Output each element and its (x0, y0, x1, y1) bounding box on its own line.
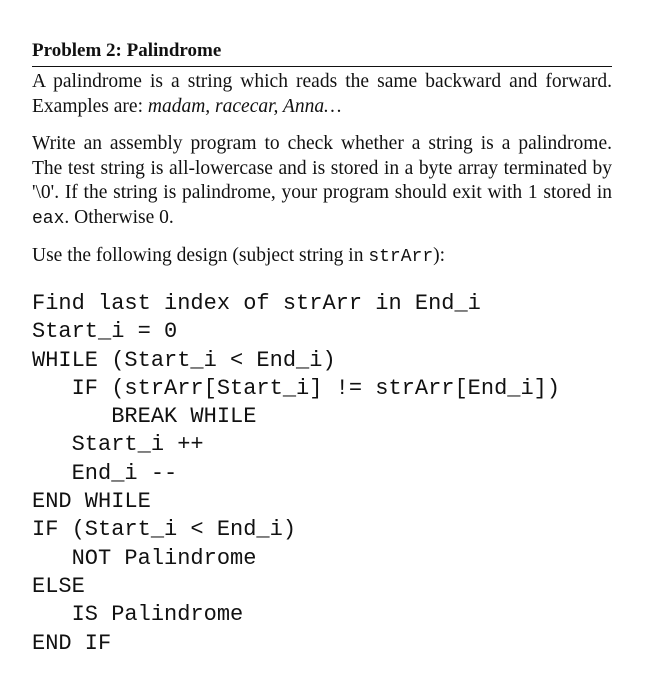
examples-text: madam, racecar, Anna… (147, 95, 342, 117)
task-text-2: . Otherwise 0. (64, 206, 174, 228)
design-text-2: ): (433, 245, 446, 266)
problem-title: Problem 2: Palindrome (32, 40, 222, 61)
intro-text: A palindrome is a string which reads the same backward and forward. Examples are: (32, 71, 612, 117)
problem-document (32, 38, 612, 270)
code-line: WHILE (Start_i < End_i) (32, 347, 336, 373)
code-line: IF (Start_i < End_i) (32, 517, 297, 543)
design-text-1: Use the following design (subject string in (32, 245, 369, 266)
code-line: IS Palindrome (32, 602, 244, 628)
code-line: NOT Palindrome (32, 545, 257, 571)
code-line: END WHILE (32, 489, 151, 515)
code-line: Find last index of strArr in End_i (32, 291, 481, 316)
code-line: End_i -- (32, 460, 178, 486)
code-line: Start_i ++ (32, 432, 204, 458)
code-line: IF (strArr[Start_i] != strArr[End_i]) (32, 375, 561, 401)
code-line: BREAK WHILE (32, 404, 257, 430)
code-line: ELSE (32, 573, 85, 599)
intro-paragraph (32, 70, 612, 119)
title-underline (32, 38, 612, 67)
task-paragraph (32, 132, 612, 231)
register-name: eax (32, 208, 65, 229)
code-line: END IF (32, 630, 112, 656)
code-line: Start_i = 0 (32, 319, 178, 345)
task-text-1: Write an assembly program to check whether a string is a palindrome. The test string is all-lowercase and is stored in a byte array terminated by '\0'. If the string is palindrome, your program should exit with 1 stored in (32, 133, 612, 203)
design-paragraph (32, 244, 612, 270)
pseudocode-block (32, 290, 560, 658)
variable-name: strArr (368, 247, 434, 267)
